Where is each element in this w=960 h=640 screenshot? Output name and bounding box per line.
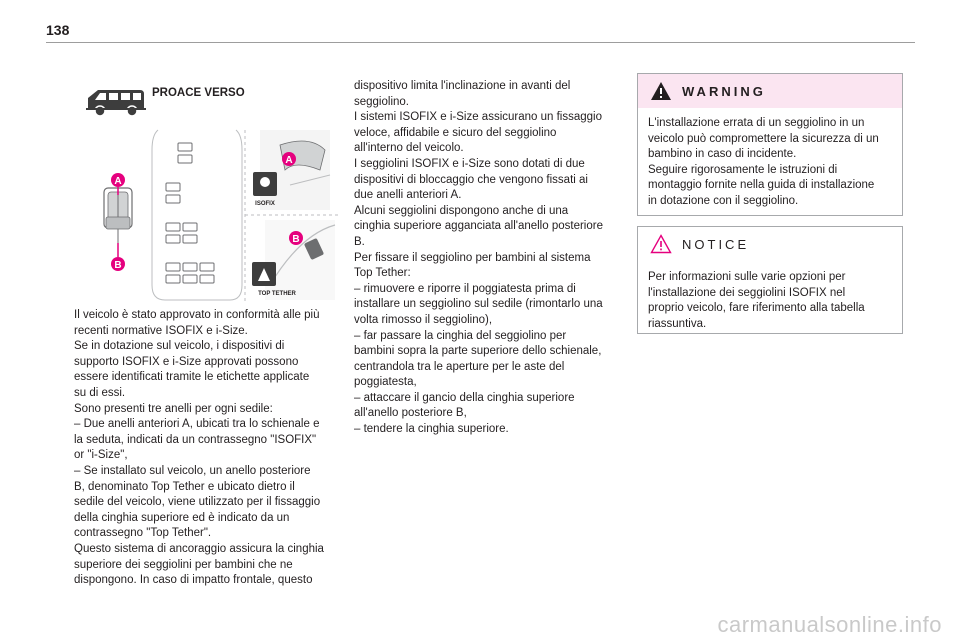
text-line: L'installazione errata di un seggiolino in un [648,117,865,129]
seat-side-diagram-icon [104,188,132,243]
text-line: Top Tether: [354,267,411,280]
text-line: – far passare la cinghia del seggiolino per [354,329,567,342]
text-line: B. [354,235,365,248]
text-line: Il veicolo è stato approvato in conformità alle più [74,309,320,321]
text-line: in dotazione con il seggiolino. [648,194,799,207]
marker-a-right: A [285,155,293,166]
text-line: contrassegno "Top Tether". [74,527,212,540]
text-line: Se in dotazione sul veicolo, i dispositivi di [74,340,285,353]
text-line: poggiatesta, [354,376,417,389]
text-line: – tendere la cinghia superiore. [354,423,509,436]
page-number: 138 [46,22,70,38]
text-line: seggiolino. [354,95,409,108]
watermark: carmanualsonline.info [717,612,942,637]
installation-text [354,79,622,438]
text-line: sedile del veicolo, viene utilizzato per il fissaggio [74,496,321,509]
text-line: Per fissare il seggiolino per bambini al sistema [354,251,591,264]
notice-header [638,227,902,262]
text-line: recenti normative ISOFIX e i-Size. [74,324,248,337]
intro-text [74,308,344,589]
text-line: – attaccare il gancio della cinghia superiore [354,391,575,404]
text-line: cinghia superiore agganciata all'anello posteriore [354,220,603,233]
notice-body [638,262,902,342]
warning-triangle-icon [650,81,672,101]
text-line: B, denominato Top Tether e ubicato dietro il [74,480,295,493]
isofix-label: ISOFIX [255,201,275,207]
van-icon [84,86,146,120]
text-line: dispositivi di bloccaggio che vengono fissati ai [354,173,588,186]
text-line: montaggio fornite nella guida di installazione [648,179,875,192]
text-line: I sistemi ISOFIX e i-Size assicurano un fissaggio [354,111,602,124]
top-tether-label: TOP TETHER [258,291,296,297]
text-line: – rimuovere e riporre il poggiatesta prima di [354,282,576,295]
text-line: I seggiolini ISOFIX e i-Size sono dotati di due [354,157,585,170]
text-line: volta rimosso il seggiolino), [354,313,493,326]
text-line: bambini sopra la parte superiore dello schienale, [354,345,602,358]
notice-title: NOTICE [682,236,750,252]
text-line: or "i-Size", [74,449,128,462]
text-line: veicolo può compromettere la sicurezza di un [648,132,879,145]
warning-title: WARNING [682,83,766,99]
text-line: della cinghia superiore ed è indicato da un [74,511,290,524]
marker-b-left: B [114,260,122,271]
text-line: Seguire rigorosamente le istruzioni di [648,163,838,176]
text-line: dispositivo limita l'inclinazione in avanti del [354,80,571,92]
header-divider [46,42,915,43]
text-line: l'installazione dei seggiolini ISOFIX nel [648,286,846,299]
text-line: veloce, affidabile e sicuro del seggiolino [354,126,557,139]
marker-a-left: A [114,176,122,187]
text-line: all'interno del veicolo. [354,142,464,155]
text-line: Per informazioni sulle varie opzioni per [648,271,846,283]
text-line: superiore dei seggiolini per bambini che ne [74,558,293,571]
text-line: riassuntiva. [648,317,707,330]
text-line: proprio veicolo, fare riferimento alla tabella [648,302,865,315]
text-line: bambino in caso di incidente. [648,148,797,161]
text-line: supporto ISOFIX e i-Size approvati possono [74,355,299,368]
text-line: – Se installato sul veicolo, un anello posteriore [74,464,311,477]
seat-layout-icon [152,130,242,300]
warning-body [638,108,902,220]
text-line: – Due anelli anteriori A, ubicati tra lo schienale e [74,418,320,431]
model-name: PROACE VERSO [152,87,245,99]
text-line: centrandola tra le aperture per le aste del [354,360,565,373]
text-line: Questo sistema di ancoraggio assicura la cinghia [74,542,324,555]
isofix-illustration [80,125,338,303]
text-line: Sono presenti tre anelli per ogni sedile: [74,402,273,415]
notice-box [637,226,903,334]
text-line: essere identificati tramite le etichette applicate [74,371,310,384]
isofix-anchor-diagram-icon [253,130,330,210]
warning-box [637,73,903,216]
text-line: installare un seggiolino sul sedile (rimontarlo una [354,298,603,311]
text-line: la seduta, indicati da un contrassegno "ISOFIX" [74,433,317,446]
text-line: due anelli anteriori A. [354,189,462,202]
text-line: Alcuni seggiolini dispongono anche di una [354,204,569,217]
notice-triangle-icon [650,234,672,254]
text-line: dispongono. In caso di impatto frontale, questo [74,574,313,587]
warning-header [638,74,902,108]
text-line: all'anello posteriore B, [354,407,467,420]
marker-b-right: B [292,234,300,245]
text-line: su di essi. [74,386,126,399]
